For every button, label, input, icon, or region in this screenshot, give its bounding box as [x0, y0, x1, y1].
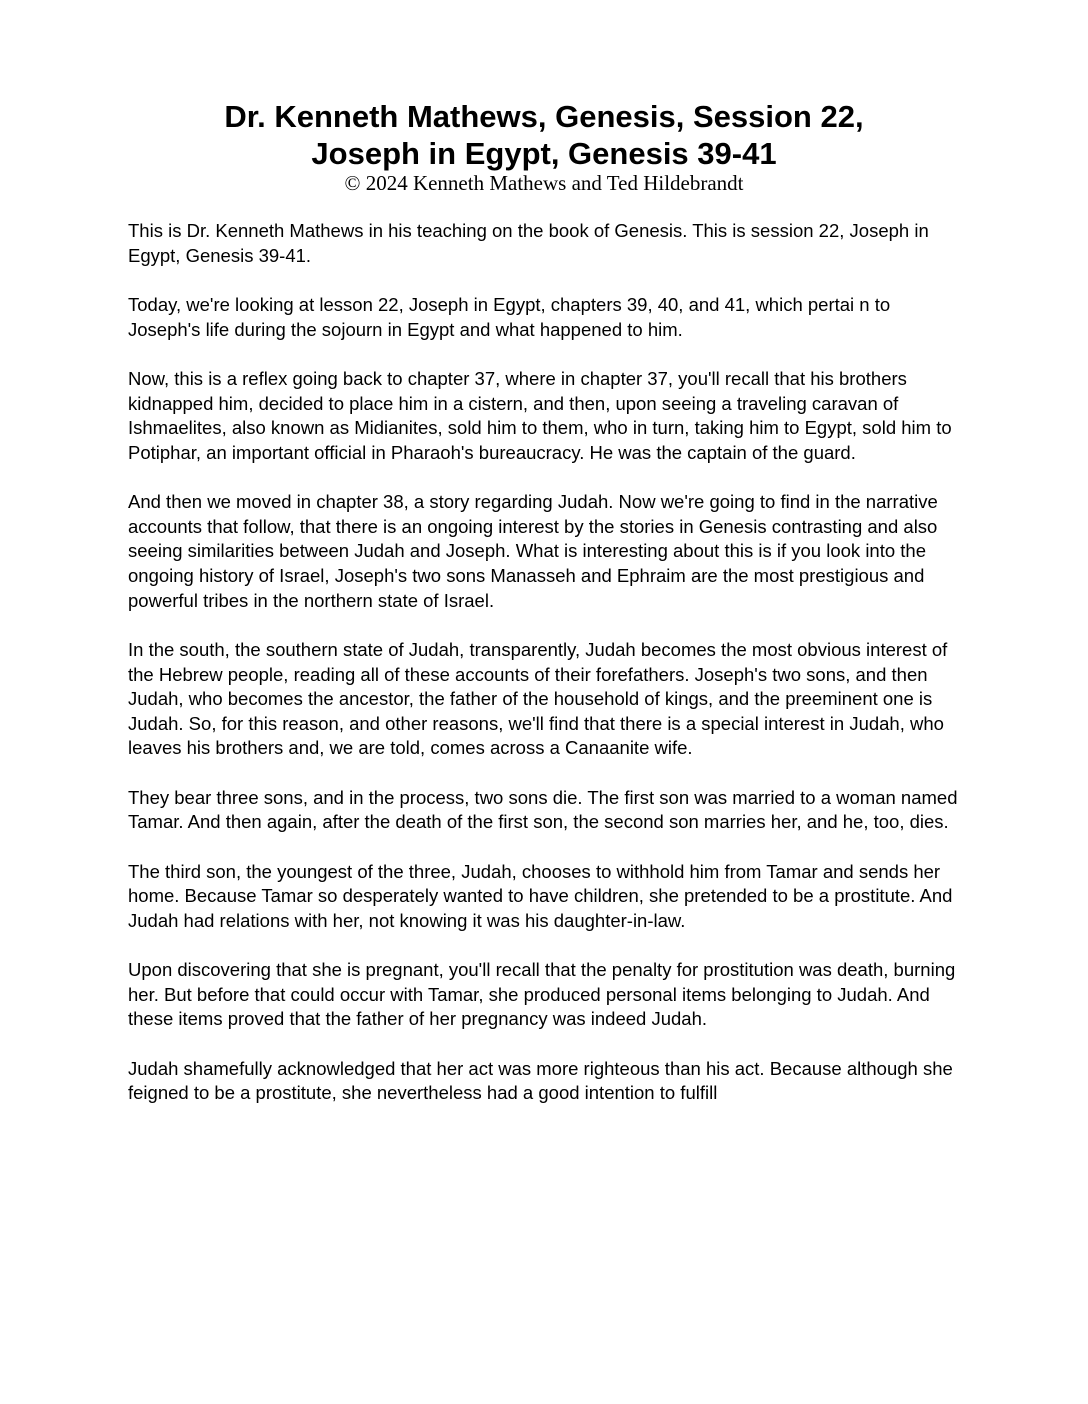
paragraph-3: Now, this is a reflex going back to chapter 37, where in chapter 37, you'll recall that his brothers kidnapped him, decided to place him in a cistern, and then, upon seeing a traveling caravan of Ishmaelites, also known as Midianites, sold him to them, who in turn, taking him to Egypt, sold him to Potiphar, an important official in Pharaoh's bureaucracy. He was the captain of the guard. [128, 367, 952, 463]
title-line-1: Dr. Kenneth Mathews, Genesis, Session 22, [224, 99, 864, 134]
title-line-2: Joseph in Egypt, Genesis 39-41 [311, 136, 777, 171]
paragraph-2: Today, we're looking at lesson 22, Joseph in Egypt, chapters 39, 40, and 41, which pertai n to Joseph's life during the sojourn in Egypt and what happened to him. [128, 293, 891, 340]
paragraph-6: They bear three sons, and in the process, two sons die. The first son was married to a woman named Tamar. And then again, after the death of the first son, the second son marries her, and he, too, dies. [128, 786, 958, 833]
paragraph-5: In the south, the southern state of Judah, transparently, Judah becomes the most obvious interest of the Hebrew people, reading all of these accounts of their forefathers. Joseph's two sons, and then Judah, who becomes the ancestor, the father of the household of kings, and the preeminent one is Judah. So, for this reason, and other reasons, we'll find that there is a special interest in Judah, who leaves his brothers and, we are told, comes across a Canaanite wife. [128, 638, 948, 759]
paragraph-4: And then we moved in chapter 38, a story regarding Judah. Now we're going to find in the narrative accounts that follow, that there is an ongoing interest by the stories in Genesis contrasting and also seeing similarities between Judah and Joseph. What is interesting about this is if you look into the ongoing history of Israel, Joseph's two sons Manasseh and Ephraim are the most prestigious and powerful tribes in the northern state of Israel. [128, 491, 938, 611]
paragraph-8: Upon discovering that she is pregnant, you'll recall that the penalty for prostitution was death, burning her. But before that could occur with Tamar, she produced personal items belonging to Judah. And these items proved that the father of her pregnancy was indeed Judah. [128, 959, 956, 1030]
paragraph-9: Judah shamefully acknowledged that her act was more righteous than his act. Because although she feigned to be a prostitute, she nevertheless had a good intention to fulfill [128, 1057, 953, 1104]
paragraph-7: The third son, the youngest of the three, Judah, chooses to withhold him from Tamar and sends her home. Because Tamar so desperately wanted to have children, she pretended to be a prostitute. And Judah had relations with her, not knowing it was his daughter-in-law. [128, 860, 953, 931]
paragraph-1: This is Dr. Kenneth Mathews in his teaching on the book of Genesis. This is session 22, Joseph in Egypt, Genesis 39-41. [128, 220, 929, 266]
copyright-line: © 2024 Kenneth Mathews and Ted Hildebrandt [344, 171, 744, 195]
title-block [0, 98, 1088, 194]
body-text [128, 219, 962, 1131]
